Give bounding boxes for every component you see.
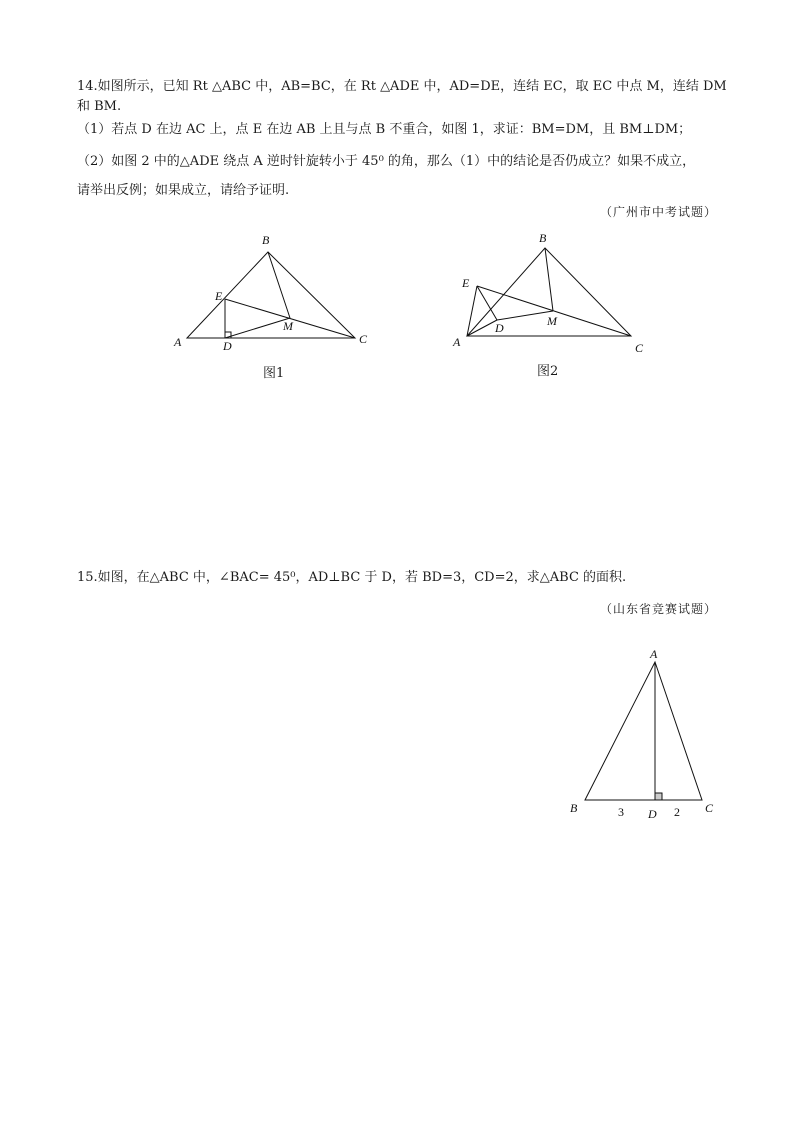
fig3-right-angle-mark (655, 793, 662, 800)
figure-1 (165, 228, 385, 358)
figure-3 (560, 640, 730, 830)
fig1-label-b: B (262, 233, 270, 247)
fig1-segment-dm (225, 318, 290, 338)
problem14-part2: （2）如图 2 中的△ADE 绕点 A 逆时针旋转小于 45⁰ 的角，那么（1）中的结论是否仍成立？如果不成立， (77, 154, 696, 169)
problem15-source: （山东省竞赛试题） (600, 602, 718, 616)
fig2-segment-ad (467, 320, 497, 336)
fig1-label-d: D (223, 339, 232, 353)
figure-2-caption: 图2 (537, 364, 559, 379)
problem14-part1: （1）若点 D 在边 AC 上，点 E 在边 AB 上且与点 B 不重合，如图 1，求证：BM=DM，且 BM⊥DM； (77, 122, 692, 137)
problem14-statement-line1: 14.如图所示，已知 Rt △ABC 中，AB=BC，在 Rt △ADE 中，AD=DE，连结 EC，取 EC 中点 M，连结 DM (77, 79, 727, 94)
fig2-label-m: M (547, 314, 557, 328)
fig2-label-a: A (453, 335, 461, 349)
fig1-label-c: C (359, 332, 368, 346)
figure-2 (445, 228, 655, 358)
fig3-label-d: D (648, 807, 657, 821)
fig1-triangle-abc (187, 252, 355, 338)
fig2-segment-dm (497, 311, 553, 320)
fig3-length-bd: 3 (618, 805, 624, 819)
fig3-length-cd: 2 (674, 805, 680, 819)
fig2-label-c: C (635, 341, 644, 355)
fig2-segment-bm (545, 248, 553, 311)
problem14-statement-line2: 和 BM. (77, 99, 122, 114)
fig2-segment-ae (467, 286, 477, 336)
fig1-segment-bm (268, 252, 290, 318)
fig2-label-e: E (462, 276, 470, 290)
problem15-statement: 15.如图，在△ABC 中，∠BAC= 45⁰，AD⊥BC 于 D，若 BD=3，CD=2，求△ABC 的面积. (77, 570, 627, 585)
fig1-label-e: E (215, 289, 223, 303)
fig3-label-b: B (570, 801, 578, 815)
problem14-part2-cont: 请举出反例；如果成立，请给予证明. (77, 183, 290, 198)
fig1-label-m: M (283, 319, 293, 333)
figure-1-caption: 图1 (263, 366, 285, 381)
fig2-label-b: B (539, 231, 547, 245)
fig3-label-c: C (705, 801, 714, 815)
fig3-label-a: A (650, 647, 658, 661)
fig2-label-d: D (495, 321, 504, 335)
problem14-source: （广州市中考试题） (600, 205, 718, 219)
fig3-triangle-abc (585, 662, 702, 800)
fig1-label-a: A (174, 335, 182, 349)
